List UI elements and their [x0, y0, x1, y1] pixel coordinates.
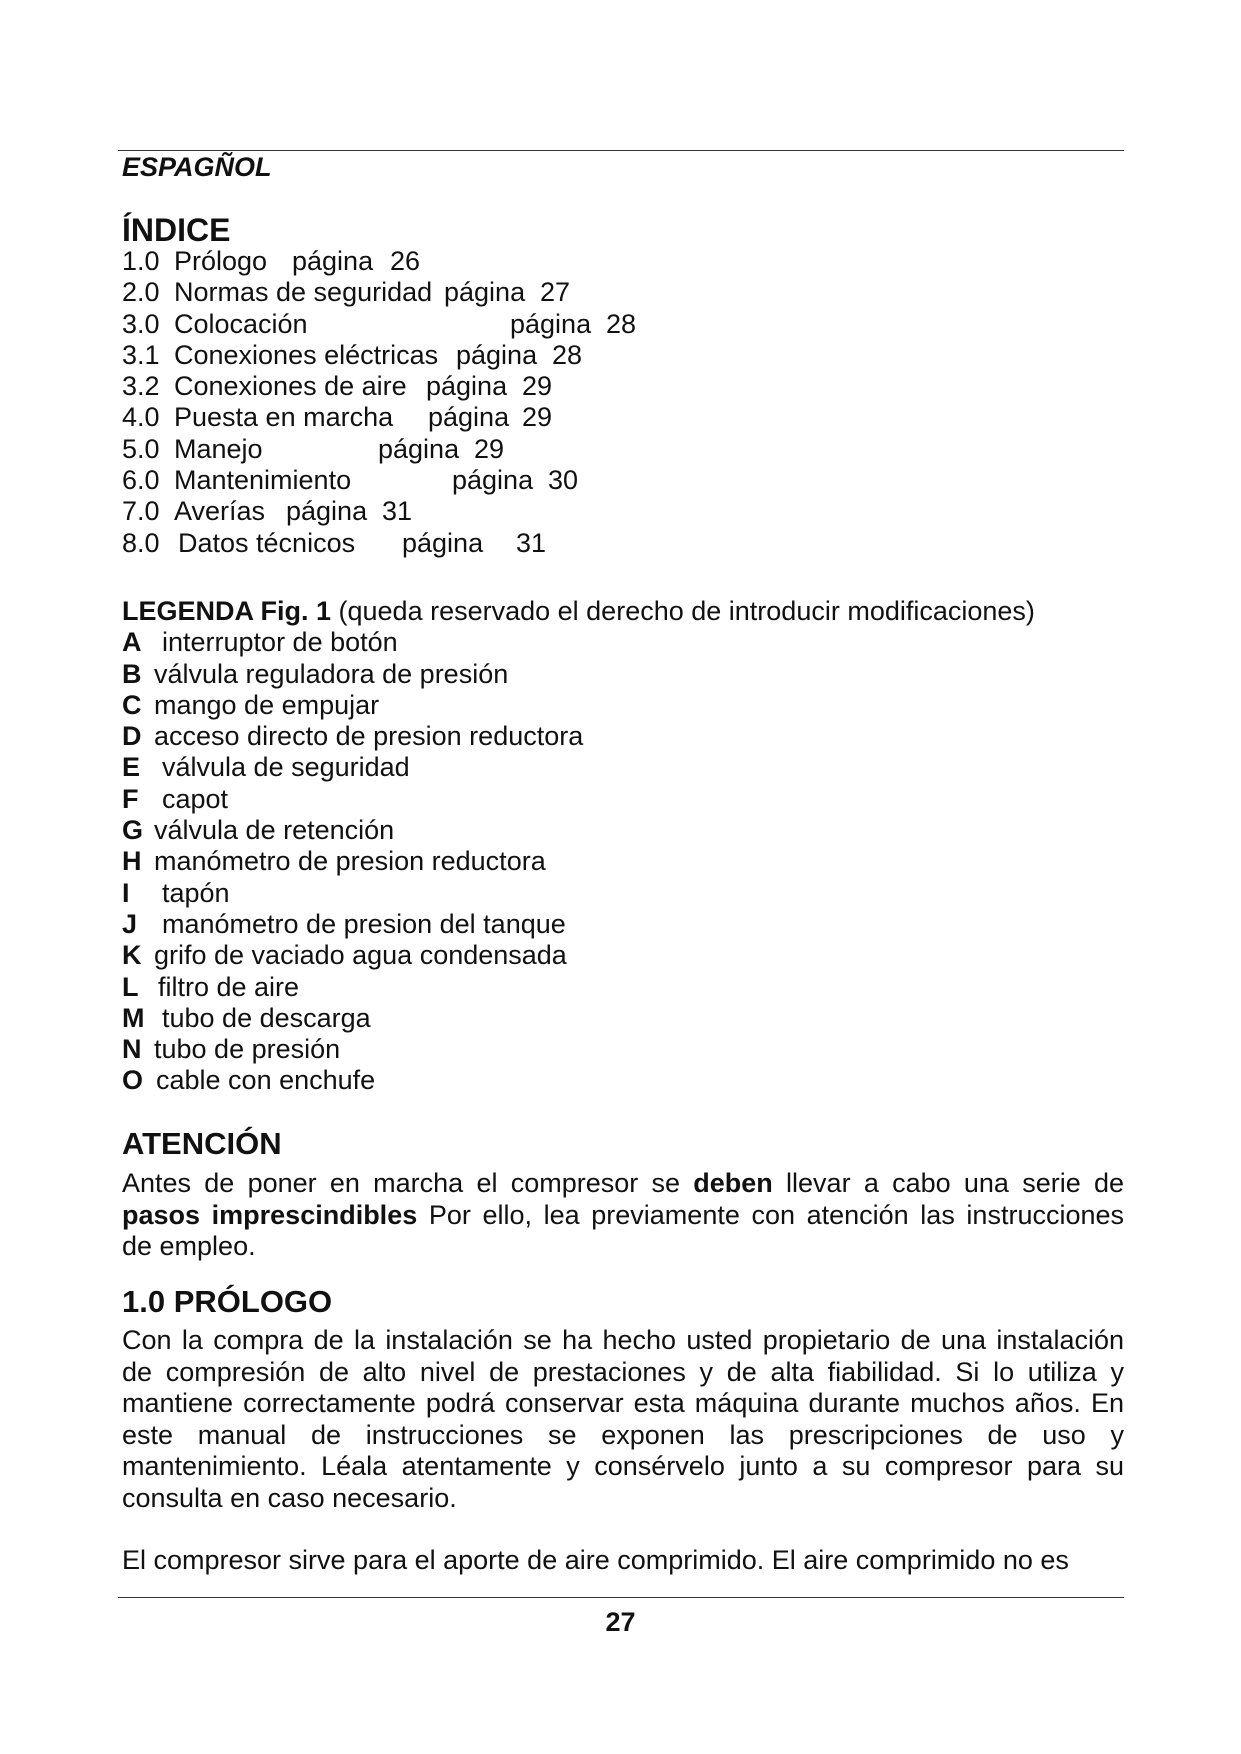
toc-item-title: Mantenimiento — [174, 465, 352, 496]
toc-item-page: 31 — [382, 496, 413, 527]
legend-item-key: L — [122, 971, 139, 1002]
legend-item — [122, 972, 1122, 1003]
legend-item — [122, 846, 1122, 877]
legend — [122, 596, 1122, 1097]
legend-item-key: M — [122, 1002, 145, 1033]
legend-item-text: válvula de seguridad — [162, 752, 410, 783]
toc-item-number: 3.1 — [122, 339, 160, 370]
legend-item — [122, 909, 1122, 940]
toc-item-page: 31 — [516, 527, 547, 558]
attention-text-3: Por ello, lea previamente con atención las instrucciones de empleo. — [122, 1199, 1125, 1261]
toc-item-page: 29 — [474, 433, 505, 464]
toc-item-title: Averías — [174, 496, 266, 527]
legend-item — [122, 1065, 1122, 1096]
legend-item — [122, 1034, 1122, 1065]
toc-item-number: 4.0 — [122, 402, 160, 433]
legend-item — [122, 627, 1122, 658]
toc-item-page: 28 — [606, 308, 637, 339]
prologue-paragraph-2: El compresor sirve para el aporte de aire comprimido. El aire comprimido no es — [122, 1545, 1069, 1575]
attention-title: ATENCIÓN — [122, 1126, 282, 1161]
attention-paragraph — [122, 1168, 1124, 1263]
legend-item-key: J — [122, 908, 138, 939]
legend-item-text: válvula de retención — [154, 815, 395, 846]
legend-item — [122, 721, 1122, 752]
legend-item-text: manómetro de presion del tanque — [162, 908, 566, 939]
legend-item-text: grifo de vaciado agua condensada — [154, 940, 567, 971]
legend-item-text: manómetro de presion reductora — [154, 846, 546, 877]
legend-item-text: válvula reguladora de presión — [154, 658, 509, 689]
legend-heading — [122, 596, 1122, 627]
toc-item-title: Datos técnicos — [178, 527, 356, 558]
legend-item-key: K — [122, 940, 142, 971]
legend-item — [122, 659, 1122, 690]
toc-item-title: Manejo — [174, 433, 263, 464]
toc-item-page: 30 — [548, 465, 579, 496]
toc-item-page-label: página — [452, 465, 534, 496]
legend-item-text: tubo de presión — [154, 1034, 341, 1065]
language-label: ESPAGÑOL — [122, 152, 272, 182]
toc-item-title: Conexiones de aire — [174, 371, 407, 402]
legend-item-key: N — [122, 1034, 142, 1065]
legend-item-key: H — [122, 846, 142, 877]
legend-item — [122, 878, 1122, 909]
legend-item-key: F — [122, 783, 139, 814]
toc-item-page-label: página — [292, 246, 374, 276]
toc-item-number: 5.0 — [122, 433, 160, 464]
toc-item-number: 1.0 — [122, 246, 160, 276]
legend-item-key: B — [122, 658, 142, 689]
toc-item-number: 3.2 — [122, 371, 160, 402]
toc-item-number: 7.0 — [122, 496, 160, 527]
legend-item-key: G — [122, 815, 144, 846]
toc-item-number: 2.0 — [122, 277, 160, 308]
footer-rule — [118, 1597, 1124, 1598]
legend-item-key: I — [122, 877, 130, 908]
legend-item — [122, 752, 1122, 783]
toc-item-page: 29 — [522, 371, 553, 402]
toc-item-page: 26 — [390, 246, 421, 276]
toc-item-page: 29 — [522, 402, 553, 433]
legend-item — [122, 690, 1122, 721]
toc-item-title: Puesta en marcha — [174, 402, 394, 433]
page-number: 27 — [605, 1607, 636, 1637]
toc-item-number: 8.0 — [122, 527, 160, 558]
legend-item-text: tapón — [162, 877, 230, 908]
legend-item — [122, 1003, 1122, 1034]
legend-item-text: tubo de descarga — [162, 1002, 371, 1033]
attention-bold-1: deben — [693, 1168, 773, 1198]
prologue-title: 1.0 PRÓLOGO — [122, 1284, 333, 1319]
toc-item-number: 6.0 — [122, 465, 160, 496]
toc-item-title: Colocación — [174, 308, 308, 339]
legend-item — [122, 940, 1122, 971]
toc-item-page-label: página — [428, 402, 510, 433]
toc-item-page: 27 — [540, 277, 571, 308]
legend-item-text: filtro de aire — [158, 971, 300, 1002]
toc-item-page-label: página — [444, 277, 526, 308]
toc-item-page-label: página — [378, 433, 460, 464]
legend-item-text: capot — [162, 783, 229, 814]
legend-title: LEGENDA Fig. 1 — [122, 596, 332, 626]
toc-item-title: Normas de seguridad — [174, 277, 433, 308]
legend-item-text: acceso directo de presion reductora — [154, 721, 584, 752]
legend-item-text: interruptor de botón — [162, 627, 398, 658]
toc-item-page-label: página — [456, 339, 538, 370]
toc-title: ÍNDICE — [122, 212, 231, 248]
toc-item-number: 3.0 — [122, 308, 160, 339]
legend-list — [122, 627, 1122, 1096]
toc-item-page-label: página — [510, 308, 592, 339]
toc-item-page-label: página — [402, 527, 484, 558]
legend-item-key: C — [122, 689, 142, 720]
toc-item-page-label: página — [426, 371, 508, 402]
legend-note: (queda reservado el derecho de introducir modificaciones) — [331, 596, 1035, 626]
header-rule — [118, 150, 1124, 151]
legend-item — [122, 784, 1122, 815]
prologue-paragraph-1: Con la compra de la instalación se ha hecho usted propietario de una instalación de compresión de alto nivel de prestaciones y de alta fiabilidad. Si lo utiliza y mantiene correctamente podrá conservar esta máquina durante muchos años. En este manual de instrucciones se exponen las prescripciones de uso y mantenimiento. Léala atentamente y consérvelo junto a su compresor para su consulta en caso necesario. — [122, 1325, 1124, 1513]
legend-item-text: mango de empujar — [154, 689, 380, 720]
legend-item — [122, 815, 1122, 846]
legend-item-text: cable con enchufe — [156, 1065, 376, 1096]
legend-item-key: D — [122, 721, 142, 752]
toc-item-page-label: página — [286, 496, 368, 527]
toc-item-page: 28 — [552, 339, 583, 370]
toc-item-title: Prólogo — [174, 246, 268, 276]
toc-item-title: Conexiones eléctricas — [174, 339, 439, 370]
legend-item-key: A — [122, 627, 142, 658]
legend-item-key: O — [122, 1065, 144, 1096]
attention-text-1: Antes de poner en marcha el compresor se — [122, 1168, 694, 1198]
attention-bold-2: pasos imprescindibles — [122, 1199, 418, 1230]
attention-text-2: llevar a cabo una serie de — [772, 1168, 1124, 1198]
legend-item-key: E — [122, 752, 141, 783]
